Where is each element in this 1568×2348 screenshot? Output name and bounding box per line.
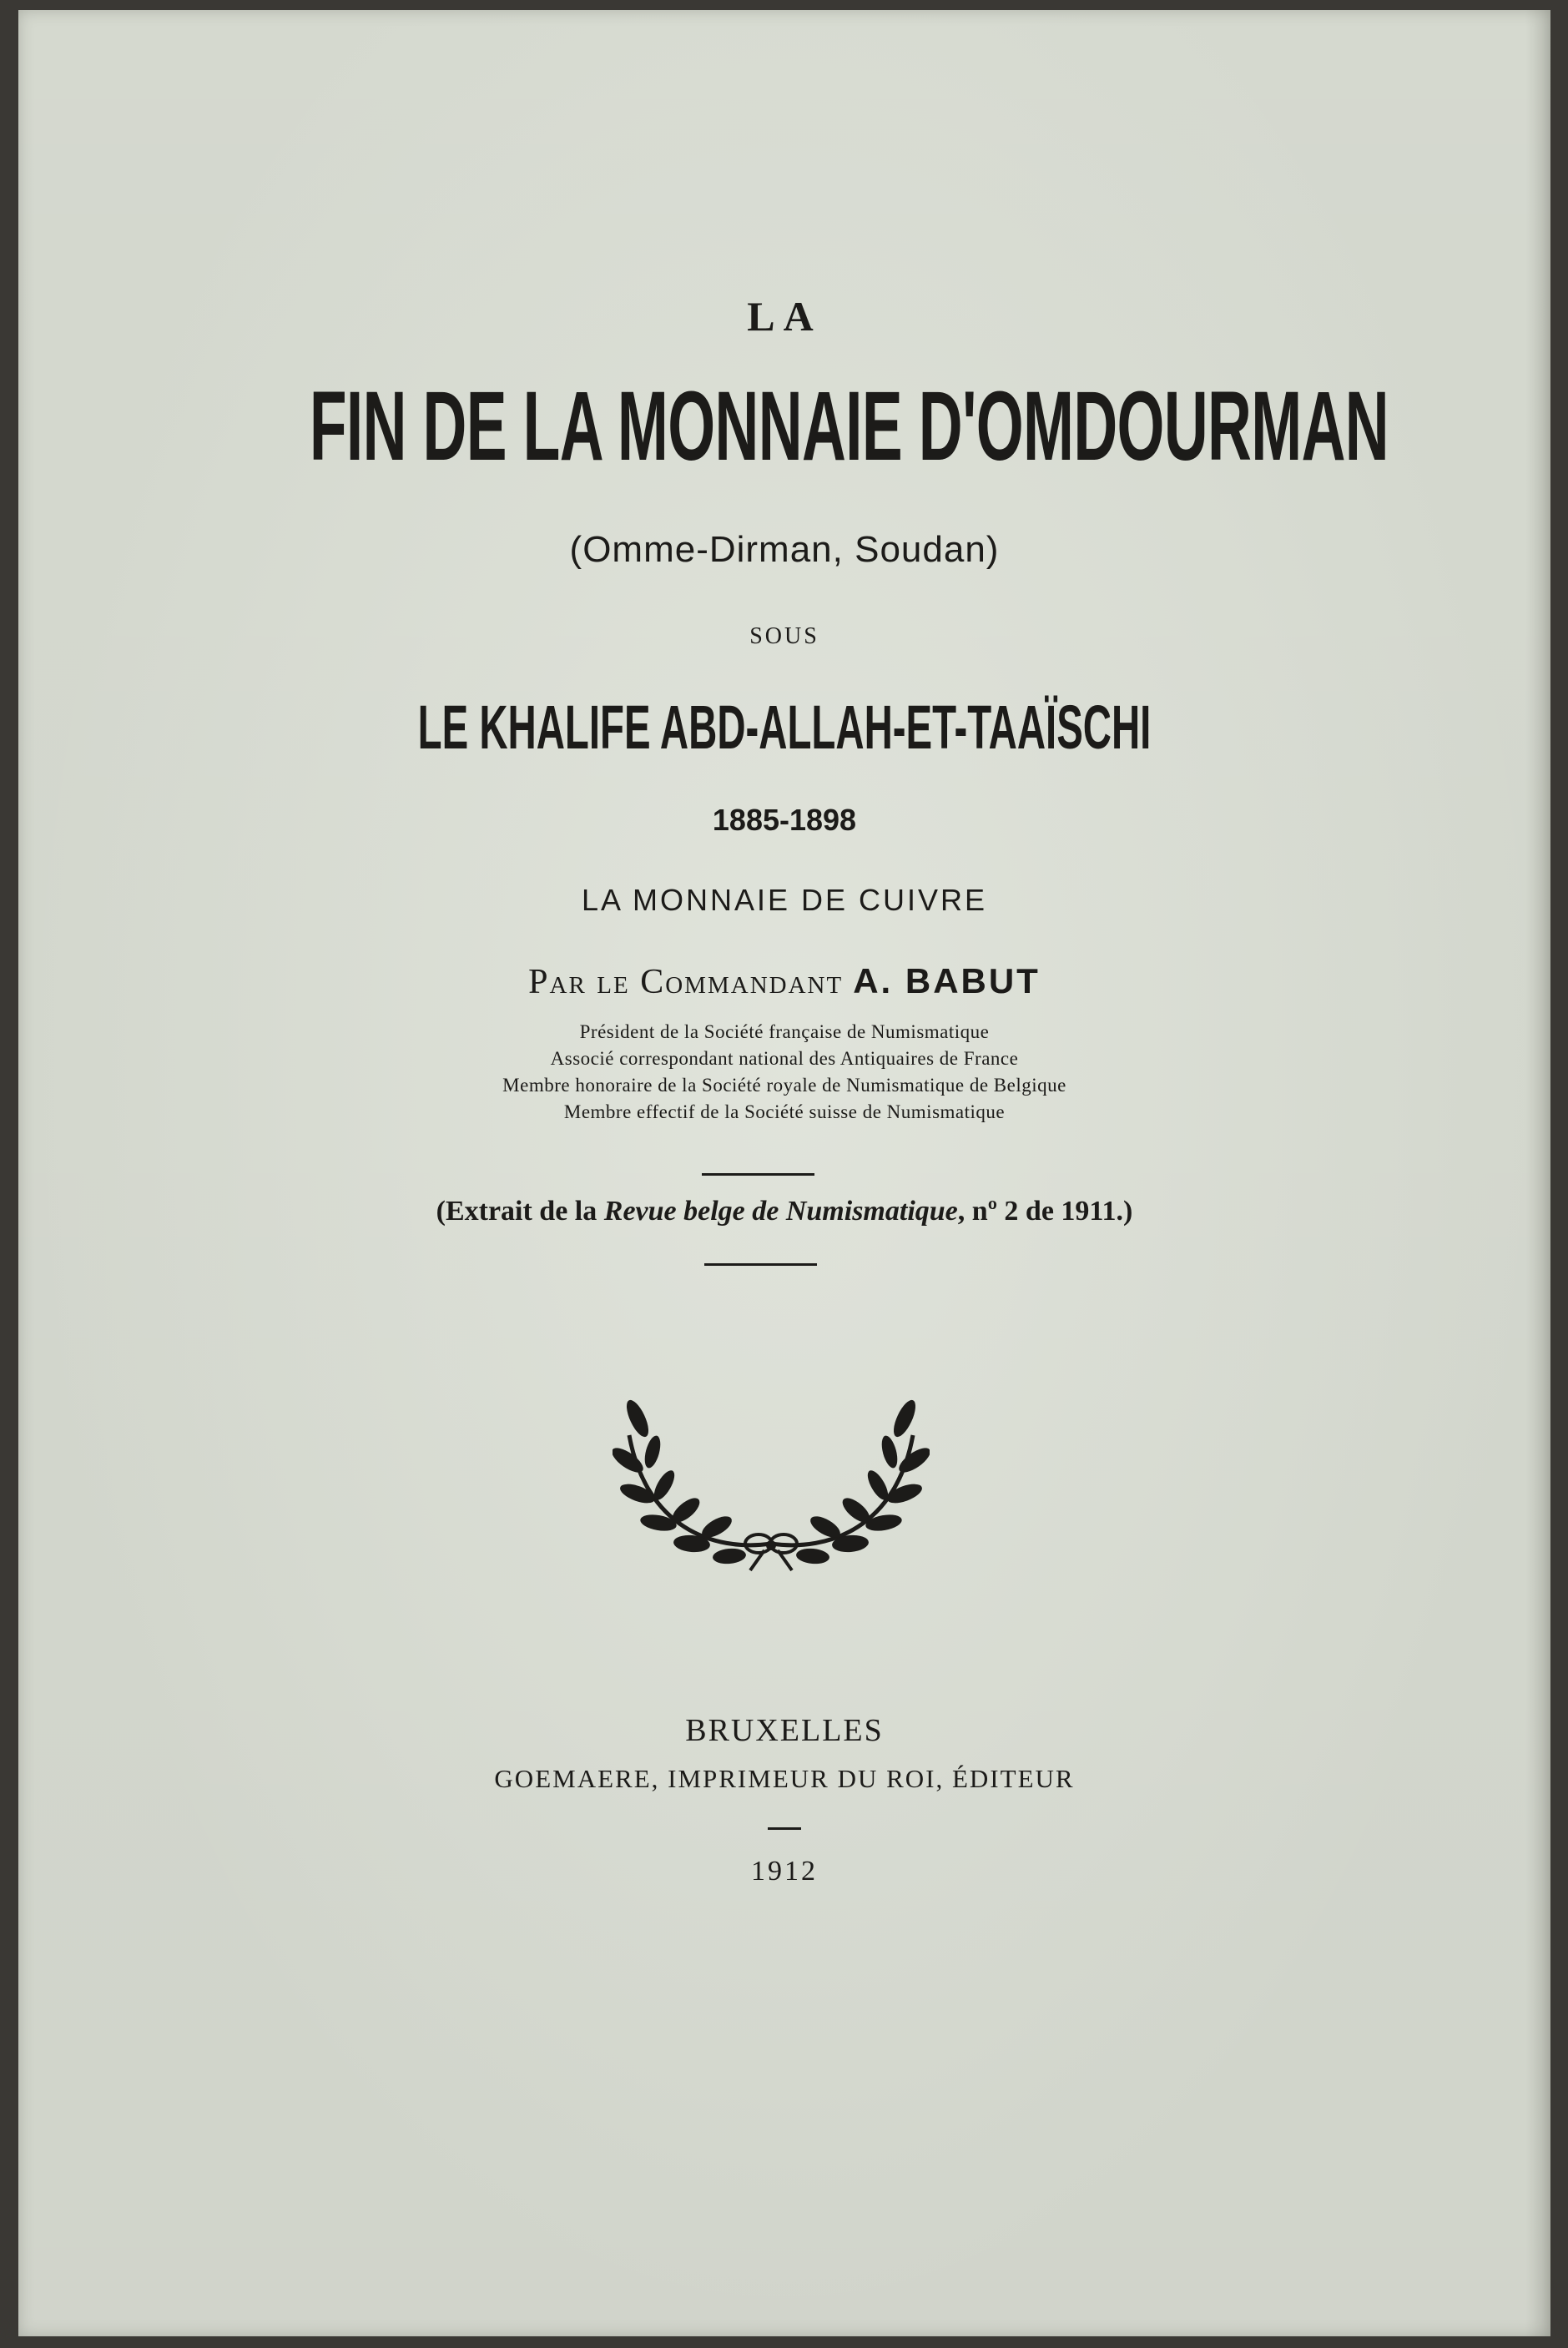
city: BRUXELLES <box>685 1713 884 1748</box>
extract-after: , nº 2 de 1911.) <box>957 1196 1133 1227</box>
journal-title: Revue belge de Numismatique <box>603 1196 958 1227</box>
credential-4: Membre effectif de la Société suisse de Numismatique <box>563 1101 1006 1122</box>
subtitle: (Omme-Dirman, Soudan) <box>569 529 1000 570</box>
extract-before: (Extrait de la <box>436 1196 604 1227</box>
publisher: GOEMAERE, IMPRIMEUR DU ROI, ÉDITEUR <box>494 1764 1075 1793</box>
author-prefix: Par le Commandant <box>528 963 844 1001</box>
short-divider <box>768 1827 801 1830</box>
publication-year: 1912 <box>751 1856 818 1887</box>
years: 1885-1898 <box>712 803 857 837</box>
title-prefix: LA <box>747 293 822 340</box>
section-title: LA MONNAIE DE CUIVRE <box>581 883 988 917</box>
laurel-wreath-icon <box>613 1385 930 1577</box>
main-title: FIN DE LA MONNAIE D'OMDOURMAN <box>309 371 1389 481</box>
credential-3: Membre honoraire de la Société royale de Numismatique de Belgique <box>502 1075 1066 1096</box>
divider-top <box>702 1173 814 1176</box>
extract-note <box>18 1196 1550 1227</box>
author-name: A. BABUT <box>853 961 1041 1000</box>
sous-label: SOUS <box>749 623 819 649</box>
khalife-title: LE KHALIFE ABD-ALLAH-ET-TAAÏSCHI <box>417 693 1152 762</box>
book-cover <box>18 10 1550 2336</box>
credential-2: Associé correspondant national des Antiquaires de France <box>550 1048 1019 1069</box>
author-line <box>18 961 1550 1002</box>
credential-1: Président de la Société française de Numismatique <box>579 1021 990 1042</box>
divider-bottom <box>704 1263 817 1266</box>
